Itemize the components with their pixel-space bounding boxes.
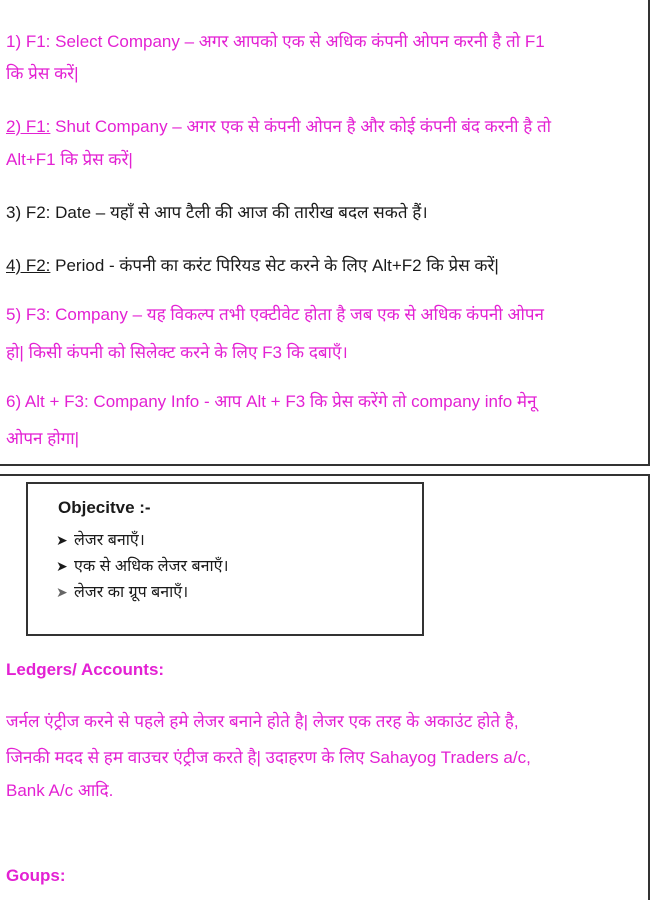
shortcut-text: Date – यहाँ से आप टैली की आज की तारीख बदल सकते हैं। — [50, 203, 428, 222]
shortcut-2-line-1 — [6, 116, 642, 138]
shortcut-text: Select Company – अगर आपको एक से अधिक कंपनी ओपन करनी है तो F1 — [50, 32, 545, 51]
ledgers-paragraph-line-1: जर्नल एंट्रीज करने से पहले हमे लेजर बनाने होते है| लेजर एक तरह के अकाउंट होते है, — [6, 712, 519, 731]
shortcut-5-line-2 — [6, 342, 642, 364]
shortcut-3-line-1 — [6, 202, 642, 224]
shortcut-1-line-2 — [6, 63, 642, 85]
shortcut-5-line-1 — [6, 304, 642, 326]
shortcut-4-line-1 — [6, 255, 642, 277]
shortcut-text: Shut Company – अगर एक से कंपनी ओपन है और कोई कंपनी बंद करनी है तो — [50, 117, 552, 136]
objective-item — [56, 580, 188, 602]
objective-item — [56, 554, 229, 576]
shortcut-2-line-2 — [6, 149, 642, 171]
shortcut-key: 6) Alt + F3: — [6, 392, 89, 411]
shortcut-key: 1) F1: — [6, 32, 51, 51]
shortcut-text: Alt+F1 कि प्रेस करें| — [6, 150, 133, 169]
shortcut-text: ओपन होगा| — [6, 429, 80, 448]
shortcut-key: 5) F3: — [6, 305, 51, 324]
objective-box — [26, 482, 424, 636]
shortcut-6-line-2 — [6, 428, 642, 450]
shortcut-key: 2) F1: — [6, 117, 51, 136]
shortcut-text: हो| किसी कंपनी को सिलेक्ट करने के लिए F3 कि दबाएँ। — [6, 343, 348, 362]
shortcut-text: Company Info - आप Alt + F3 कि प्रेस करेंगे तो company info मेनू — [88, 392, 537, 411]
objective-item-text: लेजर का ग्रूप बनाएँ। — [74, 584, 189, 601]
shortcut-key: 3) F2: — [6, 203, 51, 222]
objective-item-text: लेजर बनाएँ। — [74, 532, 145, 549]
bullet-arrow-icon: ➤ — [56, 584, 68, 600]
shortcut-text: कि प्रेस करें| — [6, 64, 79, 83]
bullet-arrow-icon: ➤ — [56, 532, 68, 548]
shortcut-1-line-1 — [6, 31, 642, 53]
shortcut-key: 4) F2: — [6, 256, 51, 275]
objective-item-text: एक से अधिक लेजर बनाएँ। — [74, 558, 229, 575]
objective-title: Objecitve :- — [58, 498, 151, 517]
shortcut-text: Period - कंपनी का करंट पिरियड सेट करने के लिए Alt+F2 कि प्रेस करें| — [50, 256, 499, 275]
shortcut-text: Company – यह विकल्प तभी एक्टीवेट होता है जब एक से अधिक कंपनी ओपन — [50, 305, 544, 324]
groups-heading: Goups: — [6, 866, 66, 885]
objective-item — [56, 528, 145, 550]
ledgers-paragraph-line-3: Bank A/c आदि. — [6, 781, 114, 800]
shortcut-6-line-1 — [6, 391, 642, 413]
ledgers-paragraph-line-2: जिनकी मदद से हम वाउचर एंट्रीज करते है| उदाहरण के लिए Sahayog Traders a/c, — [6, 748, 531, 767]
ledgers-heading: Ledgers/ Accounts: — [6, 660, 165, 679]
bullet-arrow-icon: ➤ — [56, 558, 68, 574]
